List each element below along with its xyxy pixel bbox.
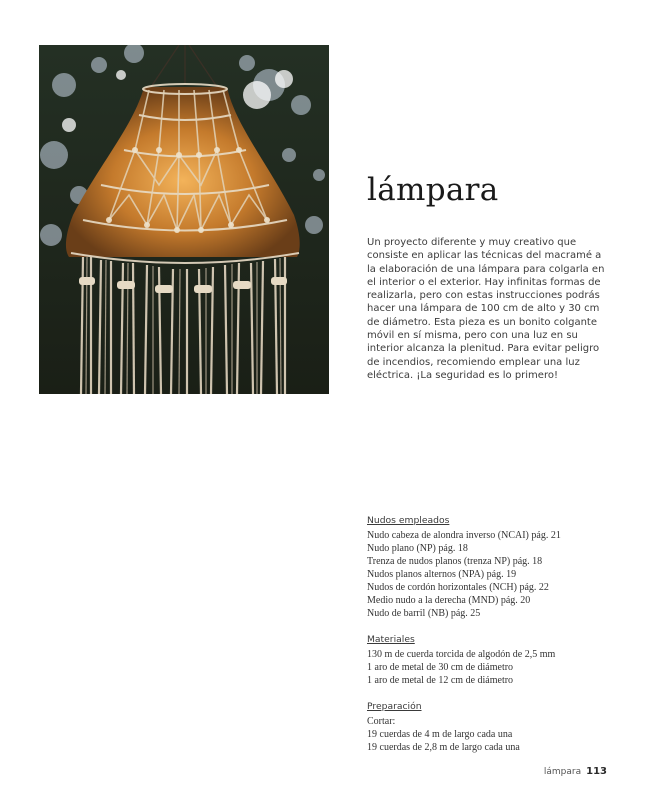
preparation-heading: Preparación <box>367 701 422 712</box>
list-item: Nudo de barril (NB) pág. 25 <box>367 608 481 619</box>
page-number: 113 <box>586 766 607 777</box>
list-item: Medio nudo a la derecha (MND) pág. 20 <box>367 595 531 606</box>
materials-list <box>367 648 617 687</box>
preparation-list <box>367 715 617 754</box>
preparation-section <box>367 701 617 754</box>
knots-list <box>367 529 617 620</box>
knots-section <box>367 515 617 620</box>
list-item: 19 cuerdas de 4 m de largo cada una <box>367 729 513 740</box>
list-item: 19 cuerdas de 2,8 m de largo cada una <box>367 742 520 753</box>
materials-section <box>367 634 617 687</box>
list-item: 130 m de cuerda torcida de algodón de 2,5 mm <box>367 649 556 660</box>
knots-heading: Nudos empleados <box>367 515 450 526</box>
list-item: 1 aro de metal de 12 cm de diámetro <box>367 675 514 686</box>
lamp-photo <box>39 45 329 394</box>
page-footer <box>544 766 607 777</box>
footer-section-label: lámpara <box>543 767 582 777</box>
materials-heading: Materiales <box>367 634 415 645</box>
list-item: Nudo plano (NP) pág. 18 <box>367 543 468 554</box>
list-item: Cortar: <box>367 716 396 727</box>
list-item: Nudos planos alternos (NPA) pág. 19 <box>367 569 517 580</box>
intro-paragraph: Un proyecto diferente y muy creativo que consiste en aplicar las técnicas del macramé a la elaboración de una lámpara para colgarla en el interior o el exterior. Hay infinitas formas de realizarla, pero con estas instrucciones podrás hacer una lámpara de 100 cm de alto y 30 cm de diámetro. Esta pieza es un bonito colgante móvil en sí misma, pero con una luz en su interior alcanza la plenitud. Para evitar peligro de incendios, recomiendo emplear una luz eléctrica. ¡La seguridad es lo primero! <box>367 237 605 381</box>
page-title: lámpara <box>367 172 499 208</box>
list-item: Nudo cabeza de alondra inverso (NCAI) pág. 21 <box>367 530 561 541</box>
list-item: Nudos de cordón horizontales (NCH) pág. 22 <box>367 582 549 593</box>
list-item: Trenza de nudos planos (trenza NP) pág. 18 <box>367 556 543 567</box>
lamp-photo-illustration <box>39 45 329 394</box>
list-item: 1 aro de metal de 30 cm de diámetro <box>367 662 514 673</box>
